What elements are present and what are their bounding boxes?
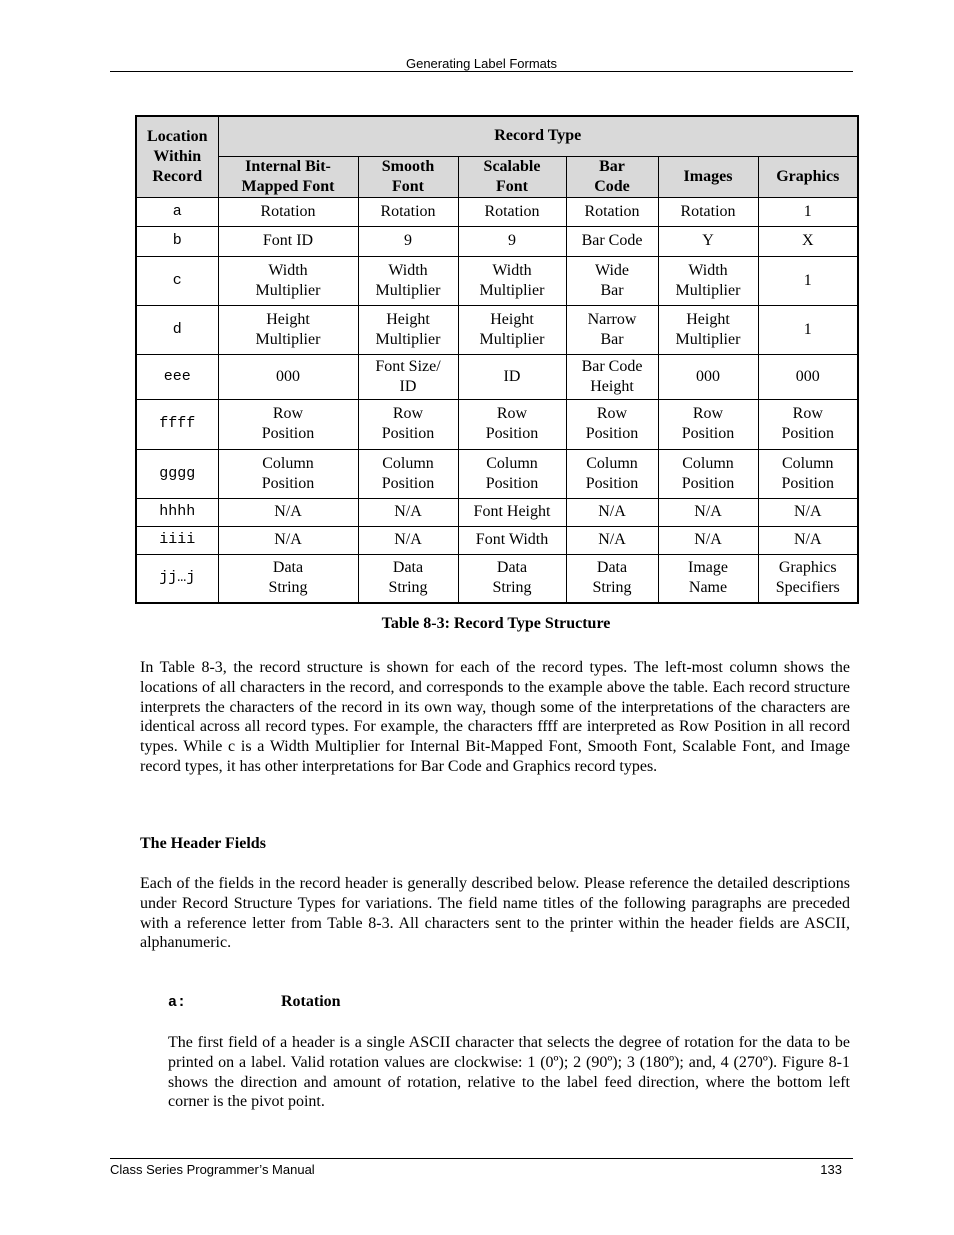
table-cell: Wide Bar — [566, 256, 658, 305]
table-cell: Row Position — [358, 399, 458, 449]
footer-rule — [110, 1158, 853, 1159]
table-cell: N/A — [218, 498, 358, 526]
table-cell: Width Multiplier — [658, 256, 758, 305]
table-cell: N/A — [566, 498, 658, 526]
table-cell: X — [758, 226, 858, 256]
location-cell: eee — [136, 354, 218, 399]
location-cell: gggg — [136, 449, 218, 498]
table-body — [136, 197, 858, 603]
column-header: Images — [658, 156, 758, 197]
table-cell: N/A — [758, 526, 858, 554]
table-cell: Column Position — [566, 449, 658, 498]
page-number: 133 — [820, 1162, 842, 1177]
table-row — [136, 226, 858, 256]
table-row — [136, 498, 858, 526]
table-cell: Image Name — [658, 554, 758, 603]
table-cell: N/A — [658, 526, 758, 554]
table-cell: Width Multiplier — [458, 256, 566, 305]
location-cell: d — [136, 305, 218, 354]
table-cell: Height Multiplier — [358, 305, 458, 354]
table-cell: Data String — [566, 554, 658, 603]
table-cell: Row Position — [758, 399, 858, 449]
record-type-table — [135, 115, 859, 604]
table-cell: Data String — [358, 554, 458, 603]
table-cell: Width Multiplier — [218, 256, 358, 305]
table-cell: Column Position — [218, 449, 358, 498]
table-cell: Y — [658, 226, 758, 256]
table-cell: N/A — [566, 526, 658, 554]
table-cell: Graphics Specifiers — [758, 554, 858, 603]
table-row — [136, 399, 858, 449]
table-cell: Bar Code Height — [566, 354, 658, 399]
table-cell: Row Position — [658, 399, 758, 449]
table-cell: 1 — [758, 197, 858, 226]
table-cell: Font Size/ ID — [358, 354, 458, 399]
column-header: Internal Bit- Mapped Font — [218, 156, 358, 197]
table-cell: Rotation — [358, 197, 458, 226]
table-cell: Column Position — [458, 449, 566, 498]
location-cell: a — [136, 197, 218, 226]
location-cell: hhhh — [136, 498, 218, 526]
table-row — [136, 256, 858, 305]
table-cell: Font Height — [458, 498, 566, 526]
intro-paragraph: In Table 8-3, the record structure is shown for each of the record types. The left-most column shows the locations of all characters in the record, and corresponds to the example above the table. Each record structure interprets the characters of the record in its own way, though some of the interpretations of the characters are identical across all record types. For example, the characters ffff are interpreted as Row Position in all record types. While c is a Width Multiplier for Internal Bit-Mapped Font, Smooth Font, Scalable Font, and Image record types, it has other interpretations for Bar Code and Graphics record types. — [140, 659, 850, 775]
table-caption: Table 8-3: Record Type Structure — [381, 615, 611, 632]
table-cell: 000 — [218, 354, 358, 399]
table-row — [136, 526, 858, 554]
table-row — [136, 554, 858, 603]
table-cell: Width Multiplier — [358, 256, 458, 305]
table-cell: Font ID — [218, 226, 358, 256]
footer-manual-title: Class Series Programmer’s Manual — [110, 1162, 315, 1177]
table-cell: ID — [458, 354, 566, 399]
table-cell: 9 — [458, 226, 566, 256]
location-cell: ffff — [136, 399, 218, 449]
column-header-row — [136, 156, 858, 197]
running-header: Generating Label Formats — [405, 56, 558, 71]
header-rule — [110, 71, 853, 72]
location-cell: c — [136, 256, 218, 305]
table-cell: Row Position — [566, 399, 658, 449]
table-cell: 9 — [358, 226, 458, 256]
record-type-header: Record Type — [218, 116, 858, 156]
table-cell: Row Position — [218, 399, 358, 449]
rotation-paragraph: The first field of a header is a single ASCII character that selects the degree of rotation for the data to be printed on a label. Valid rotation values are clockwise: 1 (0º); 2 (90º); 3 (180º); and, 4 (270º). Figure 8-1 shows the direction and amount of rotation, relative to the label feed direction, where the bottom left corner is the pivot point. — [168, 1034, 850, 1111]
table-row — [136, 354, 858, 399]
table-cell: Rotation — [566, 197, 658, 226]
header-fields-paragraph: Each of the fields in the record header is generally described below. Please reference the detailed descriptions under Record Structure Types for variations. The field name titles of the following paragraphs are preceded with a reference letter from Table 8-3. All characters sent to the printer within the header fields are ASCII, alphanumeric. — [140, 875, 850, 952]
table-cell: Font Width — [458, 526, 566, 554]
table-cell: N/A — [358, 498, 458, 526]
table-cell: 000 — [658, 354, 758, 399]
column-header: Bar Code — [566, 156, 658, 197]
table-cell: N/A — [218, 526, 358, 554]
table-cell: 1 — [758, 305, 858, 354]
table-cell: Column Position — [658, 449, 758, 498]
table-cell: N/A — [358, 526, 458, 554]
table-cell: Rotation — [458, 197, 566, 226]
column-header: Scalable Font — [458, 156, 566, 197]
section-heading: The Header Fields — [140, 835, 266, 852]
table-cell: Height Multiplier — [658, 305, 758, 354]
table-cell: N/A — [758, 498, 858, 526]
table-row — [136, 197, 858, 226]
table-cell: Height Multiplier — [458, 305, 566, 354]
table-cell: 000 — [758, 354, 858, 399]
location-cell: b — [136, 226, 218, 256]
table-cell: Bar Code — [566, 226, 658, 256]
table-row — [136, 305, 858, 354]
location-header: Location Within Record — [136, 116, 218, 197]
table-row — [136, 449, 858, 498]
column-header: Smooth Font — [358, 156, 458, 197]
table-cell: Row Position — [458, 399, 566, 449]
location-cell: iiii — [136, 526, 218, 554]
table-cell: Rotation — [218, 197, 358, 226]
field-letter: a: — [168, 994, 187, 1011]
table-cell: Data String — [218, 554, 358, 603]
table-cell: Column Position — [758, 449, 858, 498]
table-cell: Narrow Bar — [566, 305, 658, 354]
field-name: Rotation — [281, 993, 341, 1010]
table-cell: Height Multiplier — [218, 305, 358, 354]
table-cell: Column Position — [358, 449, 458, 498]
location-cell: jj…j — [136, 554, 218, 603]
table-cell: Rotation — [658, 197, 758, 226]
table-cell: 1 — [758, 256, 858, 305]
table-cell: Data String — [458, 554, 566, 603]
column-header: Graphics — [758, 156, 858, 197]
table-cell: N/A — [658, 498, 758, 526]
